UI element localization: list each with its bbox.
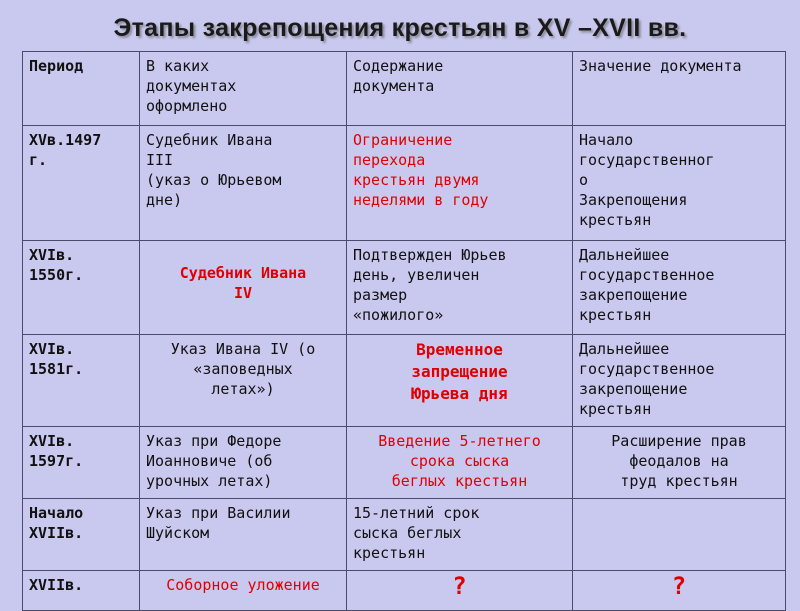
table-row [23,126,786,241]
meaning-cell: Начало государственног о Закрепощения крестьян [573,126,786,241]
content-cell: Подтвержден Юрьев день, увеличен размер «пожилого» [347,241,573,335]
meaning-cell: Дальнейшее государственное закрепощение крестьян [573,241,786,335]
meaning-cell [573,571,786,611]
meaning-cell: Расширение прав феодалов на труд крестьян [573,427,786,499]
header-documents: В каких документах оформлено [140,52,347,126]
content-cell: Временное запрещение Юрьева дня [347,335,573,427]
content-cell: 15-летний срок сыска беглых крестьян [347,499,573,571]
question-mark: ? [671,572,687,600]
content-cell: Ограничение перехода крестьян двумя неделями в году [347,126,573,241]
period-cell: XVв.1497 г. [23,126,140,241]
period-cell: XVIв. 1581г. [23,335,140,427]
question-mark: ? [452,572,467,600]
meaning-cell [573,499,786,571]
meaning-cell: Дальнейшее государственное закрепощение крестьян [573,335,786,427]
document-cell: Соборное уложение [140,571,347,611]
table-row [23,241,786,335]
header-content: Содержание документа [347,52,573,126]
content-cell: Введение 5-летнего срока сыска беглых крестьян [347,427,573,499]
table-row [23,427,786,499]
table-row [23,335,786,427]
table-row [23,499,786,571]
period-cell: XVIв. 1597г. [23,427,140,499]
period-cell: XVIIв. [23,571,140,611]
content-cell [347,571,573,611]
document-cell: Указ Ивана IV (о «заповедных летах») [140,335,347,427]
header-meaning: Значение документа [573,52,786,126]
table-header-row [23,52,786,126]
period-cell: XVIв. 1550г. [23,241,140,335]
document-cell: Судебник Ивана IV [140,241,347,335]
table-row [23,571,786,611]
period-cell: Начало XVIIв. [23,499,140,571]
page-title: Этапы закрепощения крестьян в XV –XVII вв. [113,14,687,42]
header-period: Период [23,52,140,126]
document-cell: Судебник Ивана III (указ о Юрьевом дне) [140,126,347,241]
serfdom-stages-table [22,51,786,611]
document-cell: Указ при Василии Шуйском [140,499,347,571]
document-cell: Указ при Федоре Иоанновиче (об урочных летах) [140,427,347,499]
